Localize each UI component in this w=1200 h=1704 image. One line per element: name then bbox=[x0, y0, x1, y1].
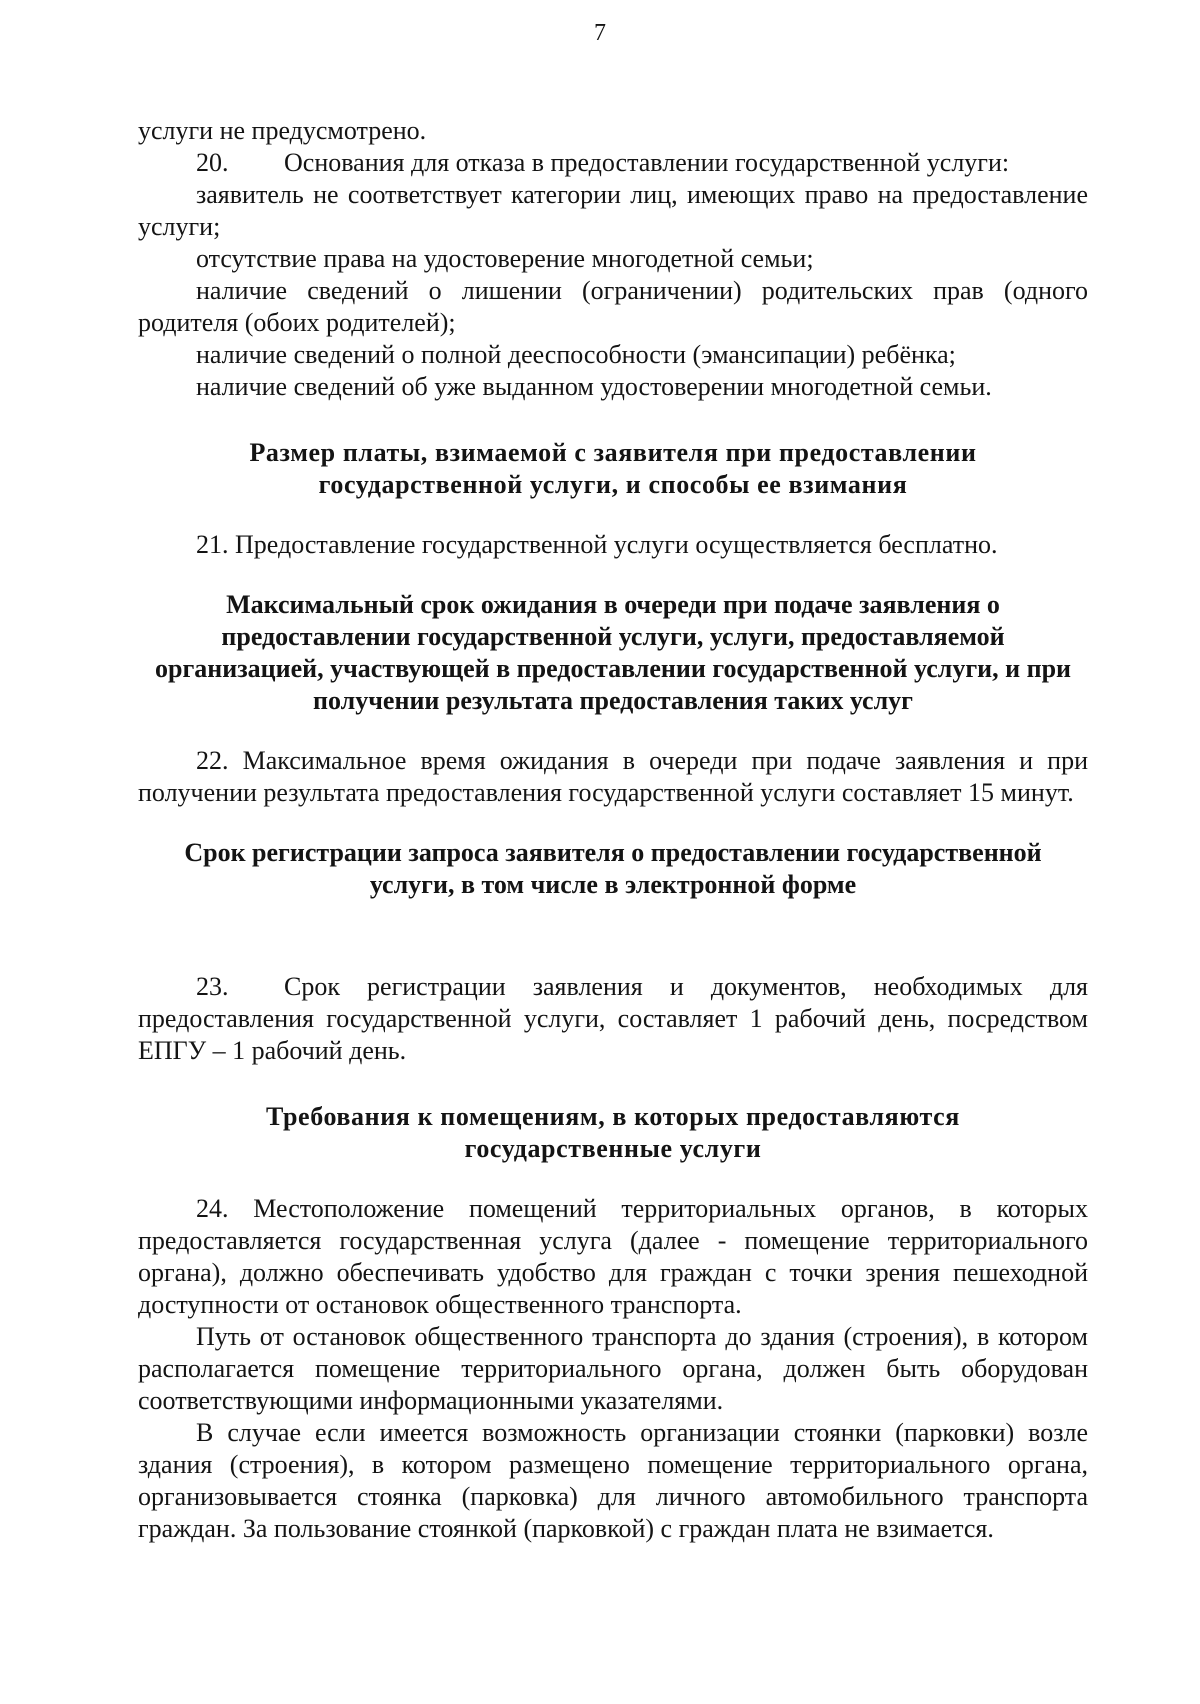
section-heading-fee-line1: Размер платы, взимаемой с заявителя при предоставлении bbox=[249, 438, 977, 467]
paragraph-20 bbox=[138, 147, 1088, 179]
section-heading-queue-line3: организацией, участвующей в предоставлении государственной услуги, и при bbox=[154, 654, 1072, 683]
paragraph-24: 24. Местоположение помещений территориальных органов, в которых предоставляется государственная услуга (далее - помещение территориального органа), должно обеспечивать удобство для граждан с точки зрения пешеходной доступности от остановок общественного транспорта. bbox=[138, 1194, 1088, 1319]
paragraph-21: 21. Предоставление государственной услуги осуществляется бесплатно. bbox=[196, 530, 998, 559]
section-heading-registration-line2: услуги, в том числе в электронной форме bbox=[369, 870, 857, 899]
document-body bbox=[138, 115, 1088, 1545]
list-item-refusal-b: отсутствие права на удостоверение многодетной семьи; bbox=[196, 244, 814, 273]
section-heading-fee-line2: государственной услуги, и способы ее взимания bbox=[318, 470, 908, 499]
paragraph-23 bbox=[138, 971, 1088, 1067]
paragraph-23-text: Срок регистрации заявления и документов, необходимых для предоставления государственной услуги, составляет 1 рабочий день, посредством ЕПГУ – 1 рабочий день. bbox=[138, 972, 1088, 1065]
paragraph-23-number: 23. bbox=[196, 972, 229, 1001]
section-heading-queue-line2: предоставлении государственной услуги, услуги, предоставляемой bbox=[221, 622, 1005, 651]
paragraph-20-text: Основания для отказа в предоставлении государственной услуги: bbox=[284, 148, 1010, 177]
list-item-refusal-c: наличие сведений о лишении (ограничении) родительских прав (одного родителя (обоих родителей); bbox=[138, 276, 1088, 337]
page-number: 7 bbox=[594, 20, 606, 46]
section-heading-premises-line1: Требования к помещениям, в которых предоставляются bbox=[266, 1102, 960, 1131]
list-item-refusal-a: заявитель не соответствует категории лиц, имеющих право на предоставление услуги; bbox=[138, 180, 1088, 241]
paragraph-24-parking: В случае если имеется возможность организации стоянки (парковки) возле здания (строения), в котором размещено помещение территориального органа, организовывается стоянка (парковка) для личного автомобильного транспорта граждан. За пользование стоянкой (парковкой) с граждан плата не взимается. bbox=[138, 1418, 1088, 1543]
section-heading-registration-line1: Срок регистрации запроса заявителя о предоставлении государственной bbox=[184, 838, 1042, 867]
section-heading-premises-line2: государственные услуги bbox=[464, 1134, 762, 1163]
paragraph-continuation: услуги не предусмотрено. bbox=[138, 116, 427, 145]
list-item-refusal-e: наличие сведений об уже выданном удостоверении многодетной семьи. bbox=[196, 372, 992, 401]
list-item-refusal-d: наличие сведений о полной дееспособности (эмансипации) ребёнка; bbox=[196, 340, 956, 369]
paragraph-22: 22. Максимальное время ожидания в очереди при подаче заявления и при получении результата предоставления государственной услуги составляет 15 минут. bbox=[138, 746, 1088, 807]
section-heading-queue-line4: получении результата предоставления таких услуг bbox=[313, 686, 913, 715]
paragraph-24-path: Путь от остановок общественного транспорта до здания (строения), в котором располагается помещение территориального органа, должен быть оборудован соответствующими информационными указателями. bbox=[138, 1322, 1088, 1415]
section-heading-queue-line1: Максимальный срок ожидания в очереди при подаче заявления о bbox=[226, 590, 1000, 619]
paragraph-20-number: 20. bbox=[196, 148, 229, 177]
